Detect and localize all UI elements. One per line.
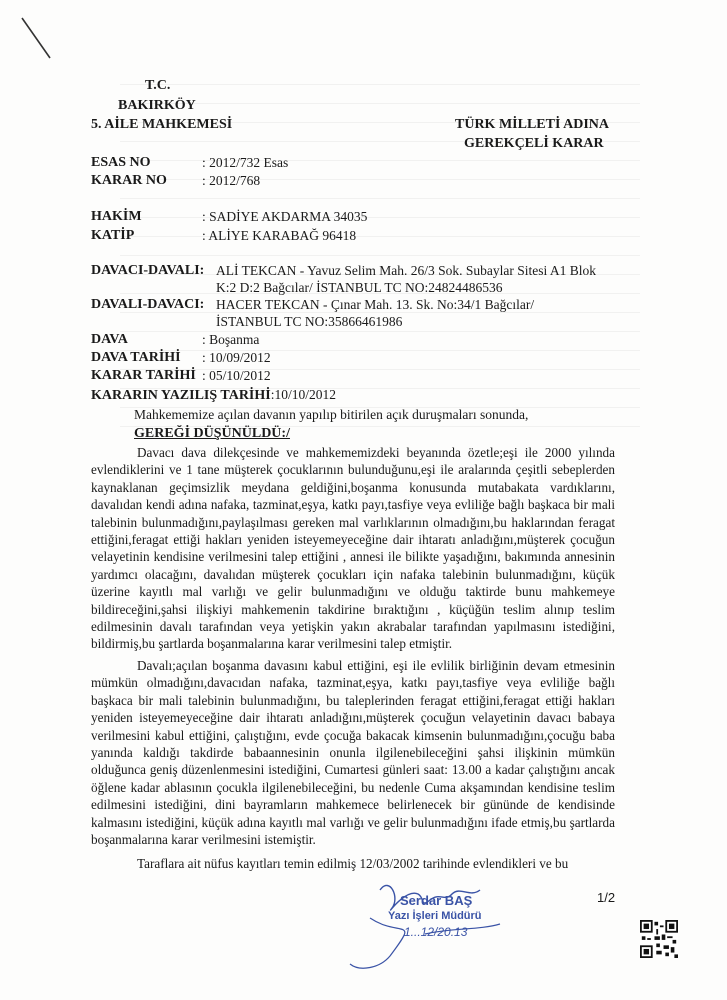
section-heading: GEREĞİ DÜŞÜNÜLDÜ:/ — [134, 426, 290, 441]
dava-tarihi-value: : 10/09/2012 — [202, 350, 271, 365]
intro-sentence: Mahkememize açılan davanın yapılıp bitirilen açık duruşmaları sonunda, — [134, 407, 529, 422]
dava-label: DAVA — [91, 332, 128, 347]
header-tc: T.C. — [145, 78, 171, 93]
katip-label: KATİP — [91, 228, 135, 243]
header-court-name: 5. AİLE MAHKEMESİ — [91, 117, 233, 132]
header-nation-line: TÜRK MİLLETİ ADINA — [455, 117, 610, 132]
stamp-date: 1...12/20.13 — [404, 925, 468, 939]
paragraph-defendant — [91, 657, 615, 848]
davali-address-line1: HACER TEKCAN - Çınar Mah. 13. Sk. No:34/1 Bağcılar/ — [216, 297, 535, 312]
karar-label: KARAR NO — [91, 173, 167, 188]
yazilis-tarihi — [91, 386, 336, 404]
esas-label: ESAS NO — [91, 155, 151, 170]
davaci-address-line2: K:2 D:2 Bağcılar/ İSTANBUL TC NO:24824486536 — [216, 280, 503, 295]
davali-label: DAVALI-DAVACI: — [91, 297, 205, 312]
paragraph-records-text: Taraflara ait nüfus kayıtları temin edilmiş 12/03/2002 tarihinde evlendikleri ve bu — [137, 856, 569, 871]
stamp-title: Yazı İşleri Müdürü — [388, 910, 482, 922]
stamp-name: Serdar BAŞ — [400, 893, 473, 908]
paragraph-plaintiff — [91, 444, 615, 653]
scan-mark — [18, 14, 58, 64]
handwritten-signature — [330, 868, 530, 978]
yazilis-value: :10/10/2012 — [270, 387, 336, 402]
header-court-city: BAKIRKÖY — [118, 98, 196, 113]
hakim-value: : SADİYE AKDARMA 34035 — [202, 209, 368, 224]
karar-tarihi-label: KARAR TARİHİ — [91, 368, 196, 383]
paragraph-defendant-text: Davalı;açılan boşanma davasını kabul ettiğini, eşi ile evlilik birliğinin devam etmesinin mümkün olmadığını,davacıdan nafaka, tazminat,eşya, katkı payı,tasfiye veya evliliğe bağlı başkaca bir mali talebinin bulunmadığını, bu taleplerinden feragat ettiğini,feragat ettiği hakları yeniden isteyemeyeceğine dair ihtaratı anladığını,müşterek çocuğun velayetinin davacı babaya verilmesini kabul ettiğini, çalıştığını, evde çocuğa bakacak kimsenin bulunmadığını,çocuğu baba yanında kaldığı takdirde babaannesinin onunla ilgilenebileceğini şahsi ilişkinin mümkün olduğunca geniş düzenlenmesini istediğini, Cumartesi günleri saat: 13.00 a kadar çalıştığını ancak öğlene kadar ablasının çocukla ilgilenebileceğini, bu nedenle Cuma akşamından kendisine teslim edilmesini istediğini, dini bayramların mahkemece belirlenecek bir gününde de kendisinde kalmasını istediğini, küçük adına kayıtlı mal varlığı ve gelir bulunmadığını ifade etmiş,bu şartlarda boşanmalarına karar verilmesini istemiştir. — [91, 658, 615, 848]
header-decision-type: GEREKÇELİ KARAR — [464, 136, 604, 151]
davali-address-line2: İSTANBUL TC NO:35866461986 — [216, 314, 403, 329]
davaci-label: DAVACI-DAVALI: — [91, 263, 205, 278]
hakim-label: HAKİM — [91, 209, 142, 224]
davaci-address-line1: ALİ TEKCAN - Yavuz Selim Mah. 26/3 Sok. Subaylar Sitesi A1 Blok — [216, 263, 597, 278]
karar-value: : 2012/768 — [202, 173, 261, 188]
yazilis-label: KARARIN YAZILIŞ TARİHİ — [91, 388, 271, 403]
dava-tarihi-label: DAVA TARİHİ — [91, 350, 181, 365]
katip-value: : ALİYE KARABAĞ 96418 — [202, 228, 357, 243]
qr-code-icon — [640, 920, 678, 958]
dava-value: : Boşanma — [202, 332, 260, 347]
karar-tarihi-value: : 05/10/2012 — [202, 368, 271, 383]
esas-value: : 2012/732 Esas — [202, 155, 289, 170]
paragraph-plaintiff-text: Davacı dava dilekçesinde ve mahkememizdeki beyanında özetle;eşi ile 2000 yılında evlendiklerini ve 1 tane müşterek çocuklarının bulunduğunu,eşi ile aralarında çeşitli sebeplerden kaynaklanan geçimsizlik meydana geldiğini,boşanma konusunda mutabakata vardıklarını, davalıdan kendi adına nafaka, tazminat,eşya, katkı payı,tasfiye veya evliliğe bağlı başkaca bir mali talebinin bulunmadığını,paylaşılması gereken mal varlıklarının olmadığını,bu haklarından feragat ettiğini,feragat ettiği hakları yeniden isteyemeyeceğine dair ihtaratı anladığını,müşterek çocuğun velayetinin kendisine verilmesini talep ettiğini , annesi ile bilikte yaşadığını, bakımında annesinin yardımcı olacağını, davalıdan müşterek çocukları için nafaka talebinin bulunmadığını, küçük üzerine kayıtlı mal varlığı ve gelir bulunmadığını ve olduğu taktirde bunu mahkemeye bildireceğini,şahsi ilişkiyi mahkemenin takdirine bıraktığını , küçüğün teslim alınıp teslim edilmesinin davalı tarafından veya yetişkin yakın akrabalar tarafından yapılmasını istediğini, bildirmiş,bu şartlarda boşanmalarına karar verilmesini talep etmiştir. — [91, 445, 615, 652]
page-number: 1/2 — [597, 890, 616, 905]
